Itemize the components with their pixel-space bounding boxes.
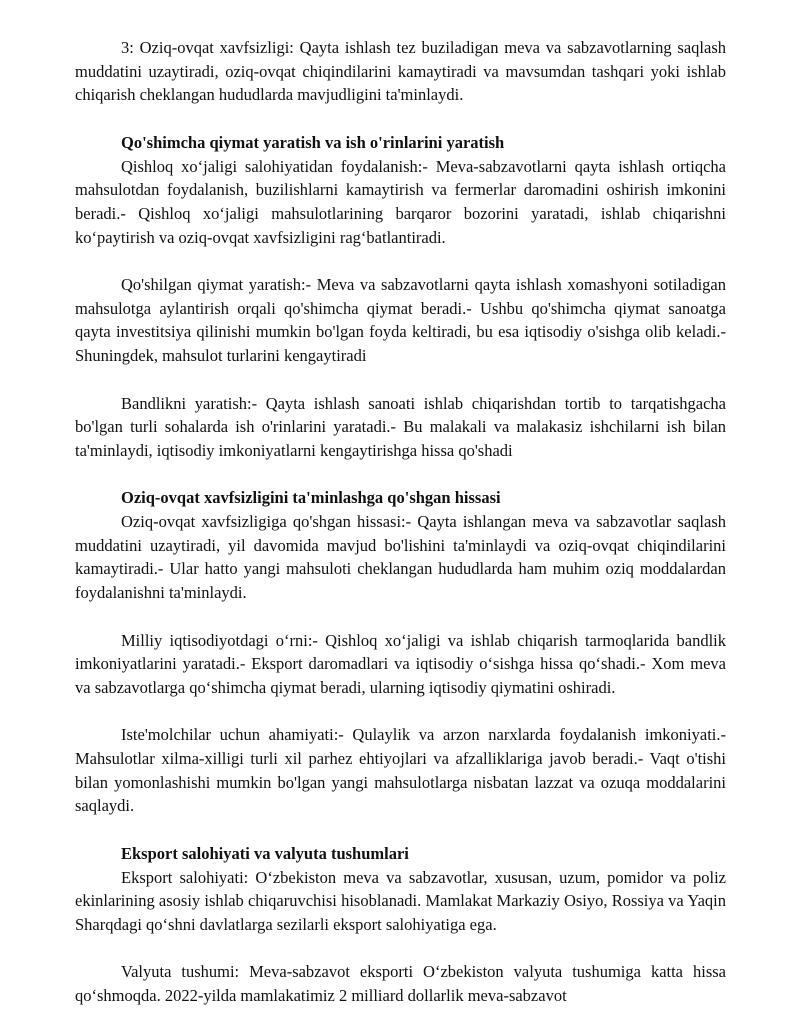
paragraph-national-economy: Milliy iqtisodiyotdagi o‘rni:- Qishloq xo‘jaligi va ishlab chiqarish tarmoqlarida bandlik imkoniyatlarini yaratadi.- Eksport daromadlari va iqtisodiy o‘sishga hissa qo‘shadi.- Xom meva va sabzavotlarga qo‘shimcha qiymat beradi, ularning iqtisodiy qiymatini oshiradi.: [75, 630, 726, 697]
paragraph-employment: Bandlikni yaratish:- Qayta ishlash sanoati ishlab chiqarishdan tortib to tarqatishgacha bo'lgan turli sohalarda ish o'rinlarini yaratadi.- Bu malakali va malakasiz ishchilarni ish bilan ta'minlaydi, iqtisodiy imkoniyatlarni kengaytirishga hissa qo'shadi: [75, 393, 726, 460]
document-page: [75, 36, 726, 1008]
paragraph-consumers: Iste'molchilar uchun ahamiyati:- Qulaylik va arzon narxlarda foydalanish imkoniyati.- Mahsulotlar xilma-xilligi turli xil parhez ehtiyojlari va afzalliklariga javob beradi.- Vaqt o'tishi bilan yomonlashishi mumkin bo'lgan yangi mahsulotlarga nisbatan lazzat va ozuqa moddalarini saqlaydi.: [75, 725, 726, 816]
paragraph-food-security-intro: 3: Oziq-ovqat xavfsizligi: Qayta ishlash tez buziladigan meva va sabzavotlarning saqlash muddatini uzaytiradi, oziq-ovqat chiqindilarini kamaytiradi va mavsumdan tashqari yoki ishlab chiqarish cheklangan hududlarda mavjudligini ta'minlaydi.: [75, 38, 726, 105]
heading-export-potential: Eksport salohiyati va valyuta tushumlari: [121, 843, 409, 863]
heading-value-added-jobs: Qo'shimcha qiymat yaratish va ish o'rinlarini yaratish: [121, 132, 505, 152]
paragraph-export-potential: Eksport salohiyati: O‘zbekiston meva va sabzavotlar, xususan, uzum, pomidor va poliz ekinlarining asosiy ishlab chiqaruvchisi hisoblanadi. Mamlakat Markaziy Osiyo, Rossiya va Yaqin Sharqdagi qo‘shni davlatlarga sezilarli eksport salohiyatiga ega.: [75, 867, 726, 934]
paragraph-currency-revenue: Valyuta tushumi: Meva-sabzavot eksporti O‘zbekiston valyuta tushumiga katta hissa qo‘shmoqda. 2022-yilda mamlakatimiz 2 milliard dollarlik meva-sabzavot: [75, 962, 726, 1005]
paragraph-agri-potential: Qishloq xo‘jaligi salohiyatidan foydalanish:- Meva-sabzavotlarni qayta ishlash ortiqcha mahsulotdan foydalanish, buzilishlarni kamaytirish va fermerlar daromadini oshirish imkonini beradi.- Qishloq xo‘jaligi mahsulotlarining barqaror bozorini yaratadi, ishlab chiqarishni ko‘paytirish va oziq-ovqat xavfsizligini rag‘batlantiradi.: [75, 156, 726, 247]
paragraph-food-security-contribution: Oziq-ovqat xavfsizligiga qo'shgan hissasi:- Qayta ishlangan meva va sabzavotlar saqlash muddatini uzaytiradi, yil davomida mavjud bo'lishini ta'minlaydi va oziq-ovqat chiqindilarini kamaytiradi.- Ular hatto yangi mahsuloti cheklangan hududlarda ham muhim oziq moddalardan foydalanishni ta'minlaydi.: [75, 512, 726, 603]
paragraph-added-value: Qo'shilgan qiymat yaratish:- Meva va sabzavotlarni qayta ishlash xomashyoni sotiladigan mahsulotga aylantirish orqali qo'shimcha qiymat beradi.- Ushbu qo'shimcha qiymat sanoatga qayta investitsiya qilinishi mumkin bo'lgan foyda keltiradi, bu esa iqtisodiy o'sishga olib keladi.- Shuningdek, mahsulot turlarini kengaytiradi: [75, 275, 726, 366]
heading-food-security-contribution: Oziq-ovqat xavfsizligini ta'minlashga qo'shgan hissasi: [121, 488, 501, 508]
